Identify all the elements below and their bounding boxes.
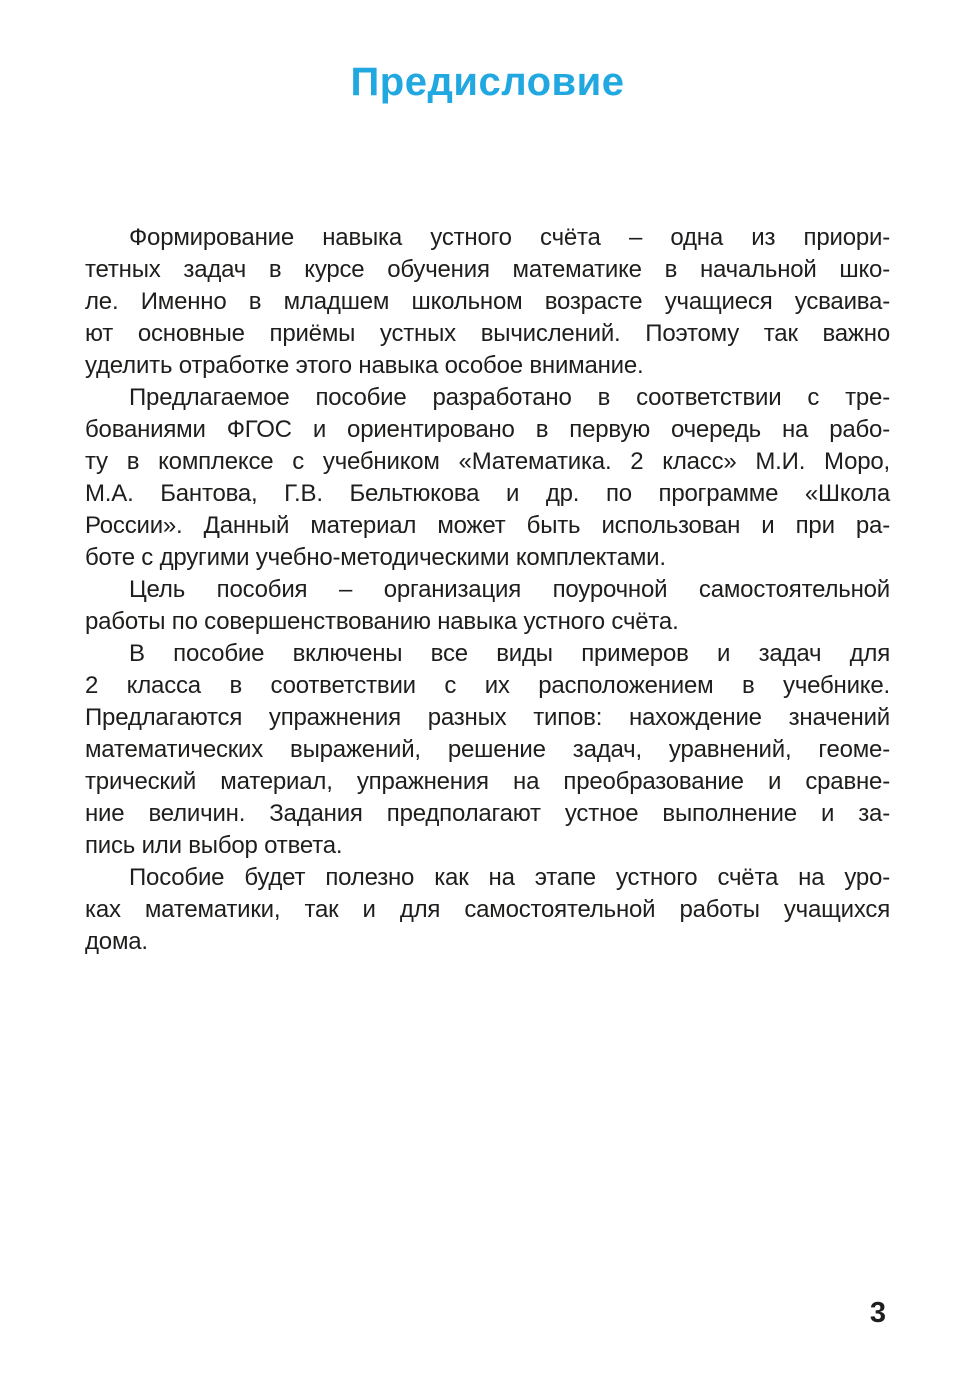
text-line: уделить отработке этого навыка особое внимание. xyxy=(85,352,644,379)
page-title: Предисловие xyxy=(350,60,625,104)
text-line: математических выражений, решение задач, уравнений, геоме- xyxy=(85,736,890,763)
text-line: Цель пособия – организация поурочной самостоятельной xyxy=(129,576,890,603)
text-line: дома. xyxy=(85,928,148,955)
text-line: 2 класса в соответствии с их расположением в учебнике. xyxy=(85,672,890,699)
text-line: Предлагаются упражнения разных типов: нахождение значений xyxy=(85,704,890,731)
paragraph xyxy=(85,574,890,638)
text-line: боте с другими учебно-методическими комплектами. xyxy=(85,544,666,571)
text-line: работы по совершенствованию навыка устного счёта. xyxy=(85,608,679,635)
text-line: М.А. Бантова, Г.В. Бельтюкова и др. по программе «Школа xyxy=(85,480,890,507)
paragraph xyxy=(85,382,890,574)
text-line: ние величин. Задания предполагают устное выполнение и за- xyxy=(85,800,890,827)
page-number: 3 xyxy=(869,1297,886,1329)
paragraph xyxy=(85,638,890,862)
text-line: Предлагаемое пособие разработано в соответствии с тре- xyxy=(129,384,890,411)
text-line: ют основные приёмы устных вычислений. Поэтому так важно xyxy=(85,320,890,347)
text-line: Пособие будет полезно как на этапе устного счёта на уро- xyxy=(129,864,890,891)
text-line: тетных задач в курсе обучения математике в начальной шко- xyxy=(85,256,890,283)
text-line: пись или выбор ответа. xyxy=(85,832,343,859)
text-line: бованиями ФГОС и ориентировано в первую очередь на рабо- xyxy=(85,416,890,443)
text-line: ле. Именно в младшем школьном возрасте учащиеся усваива- xyxy=(85,288,890,315)
text-line: Формирование навыка устного счёта – одна из приори- xyxy=(129,224,890,251)
text-line: трический материал, упражнения на преобразование и сравне- xyxy=(85,768,890,795)
text-line: ту в комплексе с учебником «Математика. 2 класс» М.И. Моро, xyxy=(85,448,890,475)
body-text xyxy=(85,222,890,958)
text-line: России». Данный материал может быть использован и при ра- xyxy=(85,512,890,539)
paragraph xyxy=(85,222,890,382)
paragraph xyxy=(85,862,890,958)
text-line: В пособие включены все виды примеров и задач для xyxy=(129,640,890,667)
text-line: ках математики, так и для самостоятельной работы учащихся xyxy=(85,896,890,923)
